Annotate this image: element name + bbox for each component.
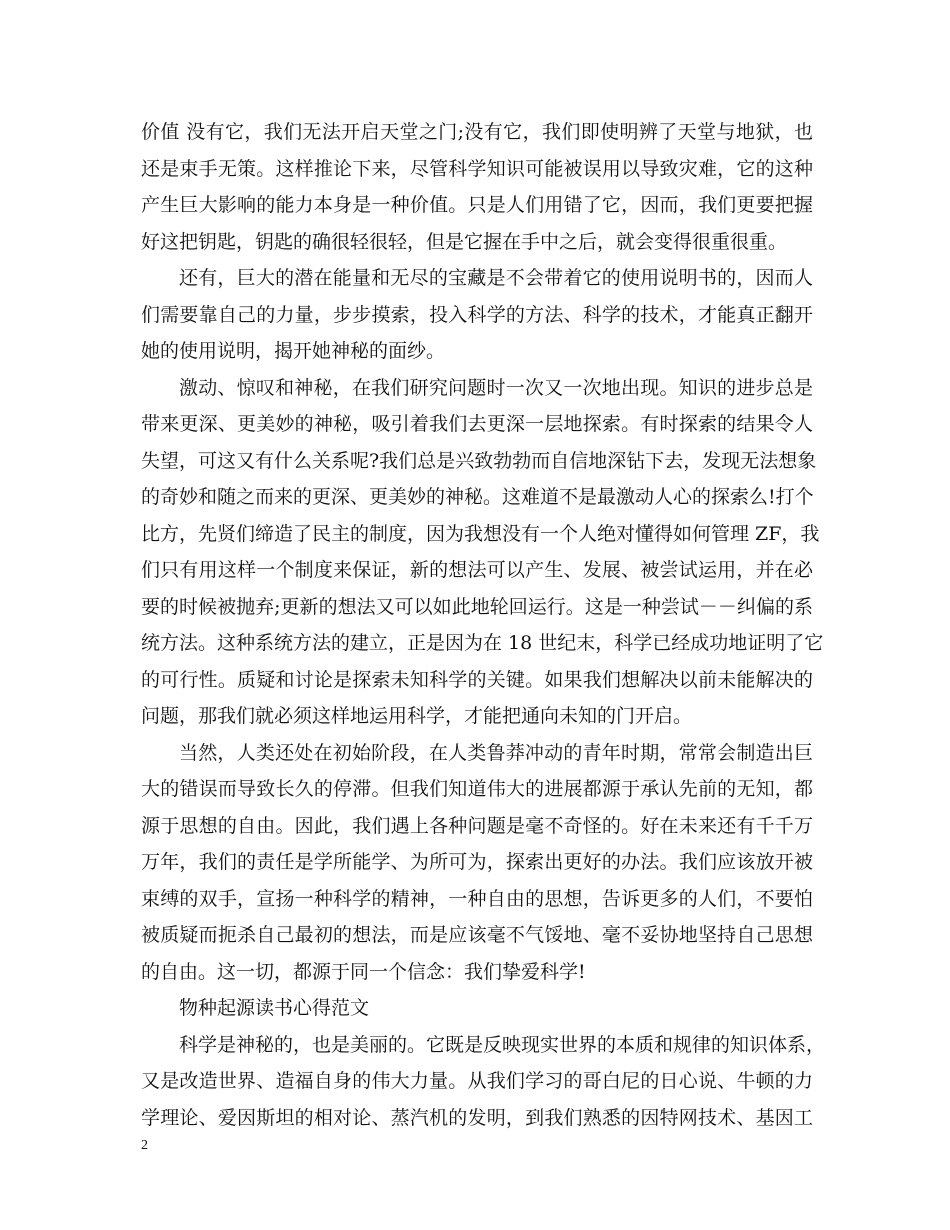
text-line-14: 要的时候被抛弃;更新的想法又可以如此地轮回运行。这是一种尝试－－纠偏的系 <box>141 595 813 618</box>
text-line-10: 失望，可这又有什么关系呢?我们总是兴致勃勃而自信地深钻下去，发现无法想象 <box>141 449 817 472</box>
text-line-16: 的可行性。质疑和讨论是探索未知科学的关键。如果我们想解决以前未能解决的 <box>141 668 813 691</box>
text-line-3: 产生巨大影响的能力本身是一种价值。只是人们用错了它，因而，我们更要把握 <box>141 194 813 216</box>
text-line-21: 万年，我们的责任是学所能学、为所可为，探索出更好的办法。我们应该放开被 <box>141 851 813 873</box>
text-line-12: 比方，先贤们缔造了民主的制度，因为我想没有一个人绝对懂得如何管理 ZF，我 <box>141 522 820 545</box>
text-line-15: 统方法。这种系统方法的建立，正是因为在 18 世纪末，科学已经成功地证明了它 <box>141 632 824 654</box>
document-body <box>141 114 826 1136</box>
text-line-2: 还是束手无策。这样推论下来，尽管科学知识可能被误用以导致灾难，它的这种 <box>141 157 813 180</box>
text-line-6: 们需要靠自己的力量，步步摸索，投入科学的方法、科学的技术，才能真正翻开 <box>141 303 813 326</box>
text-line-11: 的奇妙和随之而来的更深、更美妙的神秘。这难道不是最激动人心的探索么!打个 <box>141 486 814 508</box>
text-line-24: 的自由。这一切，都源于同一个信念：我们挚爱科学! <box>141 960 586 983</box>
section-heading: 物种起源读书心得范文 <box>179 997 370 1019</box>
text-line-27: 又是改造世界、造福自身的伟大力量。从我们学习的哥白尼的日心说、牛顿的力 <box>141 1070 813 1092</box>
text-line-9: 带来更深、更美妙的神秘，吸引着我们去更深一层地探索。有时探索的结果令人 <box>141 413 813 435</box>
text-line-13: 们只有用这样一个制度来保证，新的想法可以产生、发展、被尝试运用，并在必 <box>141 559 813 581</box>
text-line-8: 激动、惊叹和神秘，在我们研究问题时一次又一次地出现。知识的进步总是 <box>179 376 813 399</box>
text-line-18: 当然，人类还处在初始阶段，在人类鲁莽冲动的青年时期，常常会制造出巨 <box>179 741 813 764</box>
text-line-22: 束缚的双手，宣扬一种科学的精神，一种自由的思想，告诉更多的人们，不要怕 <box>141 887 813 910</box>
text-line-4: 好这把钥匙，钥匙的确很轻很轻，但是它握在手中之后，就会变得很重很重。 <box>141 230 788 253</box>
text-line-5: 还有，巨大的潜在能量和无尽的宝藏是不会带着它的使用说明书的，因而人 <box>179 267 813 289</box>
text-line-7: 她的使用说明，揭开她神秘的面纱。 <box>141 340 446 362</box>
page-number: 2 <box>141 1138 148 1153</box>
text-line-1: 价值 没有它，我们无法开启天堂之门;没有它，我们即使明辨了天堂与地狱，也 <box>141 121 813 143</box>
text-line-28: 学理论、爱因斯坦的相对论、蒸汽机的发明，到我们熟悉的因特网技术、基因工 <box>141 1106 813 1129</box>
text-line-26: 科学是神秘的，也是美丽的。它既是反映现实世界的本质和规律的知识体系， <box>179 1033 826 1056</box>
text-line-20: 源于思想的自由。因此，我们遇上各种问题是毫不奇怪的。好在未来还有千千万 <box>141 814 813 837</box>
text-line-17: 问题，那我们就必须这样地运用科学，才能把通向未知的门开启。 <box>141 705 693 727</box>
text-line-19: 大的错误而导致长久的停滞。但我们知道伟大的进展都源于承认先前的无知，都 <box>141 778 813 800</box>
text-line-23: 被质疑而扼杀自己最初的想法，而是应该毫不气馁地、毫不妥协地坚持自己思想 <box>141 924 813 946</box>
